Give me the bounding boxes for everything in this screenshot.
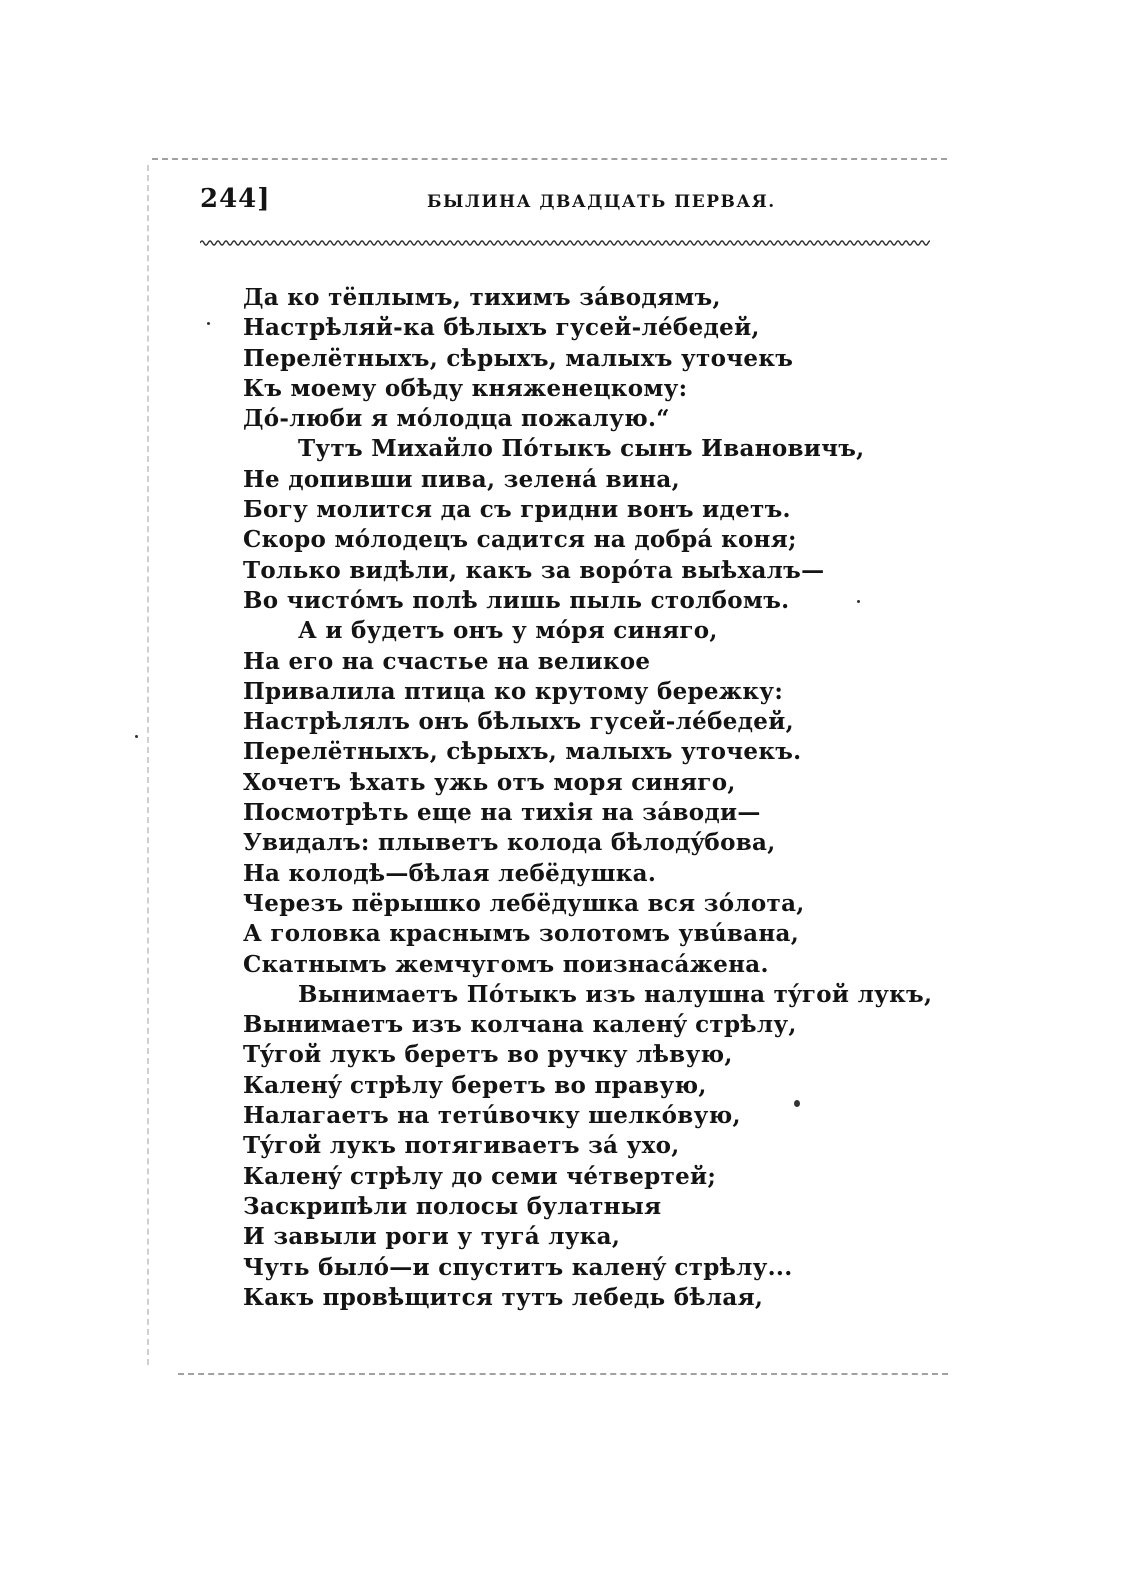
poem-line: Налагаетъ на тетúвочку шелкóвую, — [243, 1102, 741, 1130]
poem-line: Не допивши пива, зеленá вина, — [243, 465, 680, 493]
poem-line: Скатнымъ жемчугомъ поизнасáжена. — [243, 950, 769, 978]
poem-line: Черезъ пёрышко лебёдушка вся зóлота, — [243, 889, 805, 917]
poem-line: Да ко тёплымъ, тихимъ зáводямъ, — [243, 284, 721, 311]
poem-line: Во чистóмъ полѣ лишь пыль столбомъ. — [243, 586, 790, 614]
poem-line: Вынимаетъ Пóтыкъ изъ налушна тýгой лукъ, — [298, 980, 933, 1008]
poem-line: Чуть былó—и спуститъ каленý стрѣлу... — [243, 1253, 793, 1281]
top-rule — [152, 158, 947, 162]
poem-line: А и будетъ онъ у мóря синяго, — [298, 617, 718, 645]
ink-speck — [207, 322, 210, 325]
running-title: БЫЛИНА ДВАДЦАТЬ ПЕРВАЯ. — [427, 192, 776, 212]
poem-line: Только видѣли, какъ за ворóта выѣхалъ— — [243, 556, 825, 584]
poem-line: Увидалъ: плыветъ колода бѣлодýбова, — [243, 829, 776, 857]
bottom-rule — [178, 1373, 948, 1377]
poem-line: Тýгой лукъ потягиваетъ зá ухо, — [243, 1132, 680, 1160]
poem-line: Каленý стрѣлу беретъ во правую, — [243, 1071, 707, 1099]
poem-line: Богу молится да съ гридни вонъ идетъ. — [243, 496, 791, 524]
poem-line: Заскрипѣли полосы булатныя — [243, 1192, 662, 1220]
page-header — [200, 184, 940, 224]
poem-line: Тýгой лукъ беретъ во ручку лѣвую, — [243, 1041, 733, 1069]
poem-line: На его на счастье на великое — [243, 647, 651, 675]
ink-speck — [857, 600, 860, 603]
poem-text — [243, 283, 933, 1313]
poem-line: Перелётныхъ, сѣрыхъ, малыхъ уточекъ — [243, 344, 794, 372]
poem-line: Каленý стрѣлу до семи чéтвертей; — [243, 1162, 717, 1190]
poem-line: Перелётныхъ, сѣрыхъ, малыхъ уточекъ. — [243, 738, 802, 766]
poem-line: Привалила птица ко крутому бережку: — [243, 677, 784, 705]
poem-line: Вынимаетъ изъ колчана каленý стрѣлу, — [243, 1011, 797, 1039]
wavy-ornament — [200, 236, 930, 250]
poem-line: Дó-люби я мóлодца пожалую.“ — [243, 405, 670, 433]
poem-line: Настрѣлялъ онъ бѣлыхъ гусей-лéбедей, — [243, 708, 794, 736]
ink-speck — [135, 735, 138, 738]
poem-line: Къ моему обѣду княженецкому: — [243, 374, 688, 402]
poem-line: Посмотрѣть еще на тихія на зáводи— — [243, 799, 761, 827]
poem-line: Хочетъ ѣхать ужь отъ моря синяго, — [243, 768, 736, 796]
poem-line: Настрѣляй-ка бѣлыхъ гусей-лéбедей, — [243, 314, 760, 342]
margin-line — [147, 165, 149, 1365]
ink-speck — [794, 1100, 800, 1107]
poem-line: Какъ провѣщится тутъ лебедь бѣлая, — [243, 1283, 764, 1311]
poem-line: На колодѣ—бѣлая лебёдушка. — [243, 859, 657, 887]
poem-line: Тутъ Михайло Пóтыкъ сынъ Ивановичъ, — [298, 435, 865, 463]
poem-line: Скоро мóлодецъ садится на добрá коня; — [243, 526, 797, 554]
page-number: 244] — [200, 184, 271, 214]
poem-line: И завыли роги у тугá лука, — [243, 1223, 621, 1251]
poem-line: А головка краснымъ золотомъ увúвана, — [243, 920, 800, 948]
